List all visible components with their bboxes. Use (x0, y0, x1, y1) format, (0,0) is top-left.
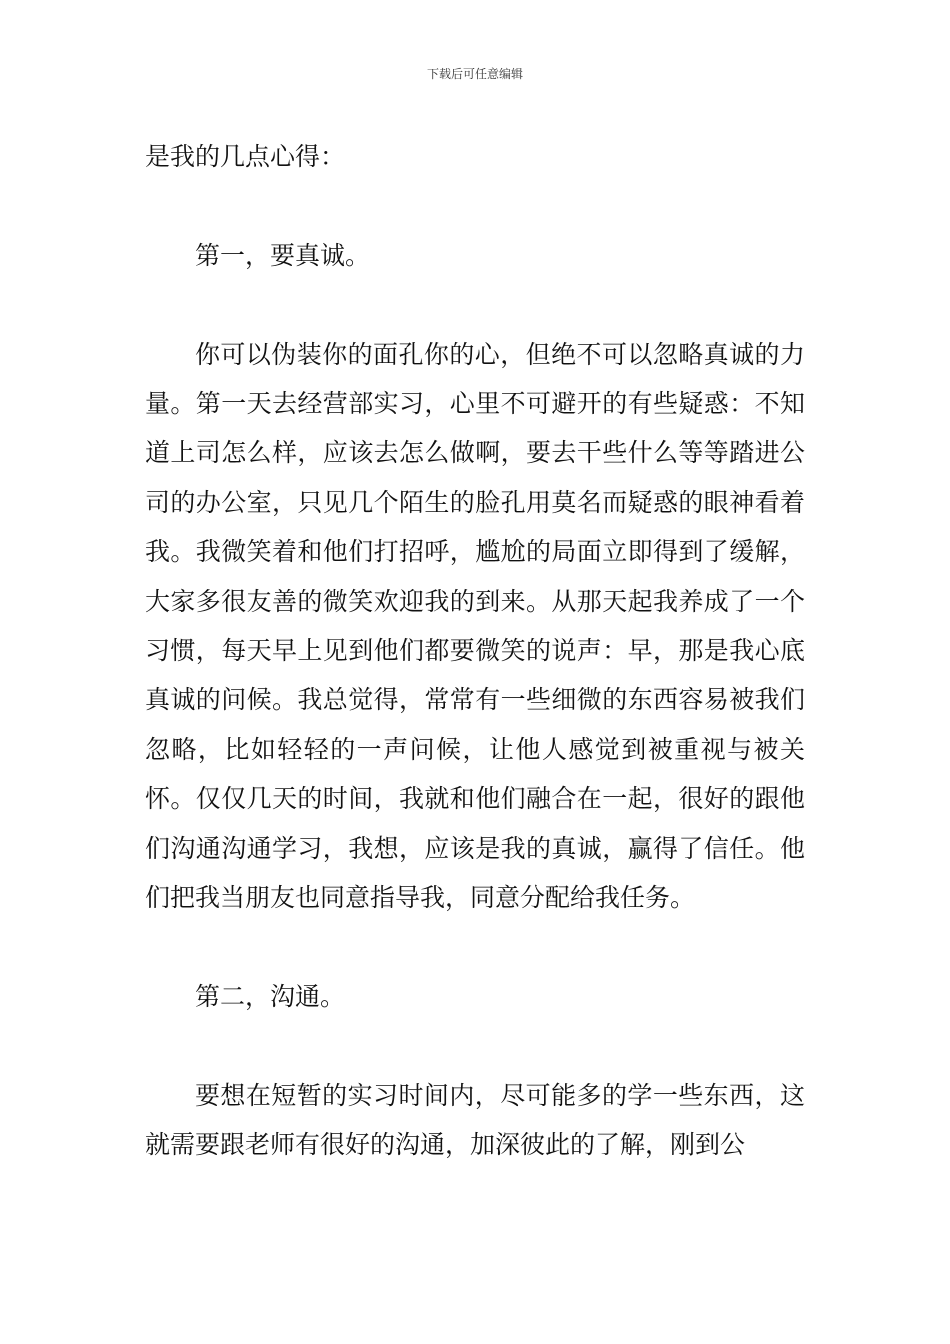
paragraph-gap (145, 181, 805, 230)
paragraph-sincerity: 你可以伪装你的面孔你的心，但绝不可以忽略真诚的力量。第一天去经营部实习，心里不可避开的有些疑惑：不知道上司怎么样，应该去怎么做啊，要去干些什么等等踏进公司的办公室，只见几个陌生的脸孔用莫名而疑惑的眼神看着我。我微笑着和他们打招呼，尴尬的局面立即得到了缓解，大家多很友善的微笑欢迎我的到来。从那天起我养成了一个习惯，每天早上见到他们都要微笑的说声：早，那是我心底真诚的问候。我总觉得，常常有一些细微的东西容易被我们忽略，比如轻轻的一声问候，让他人感觉到被重视与被关怀。仅仅几天的时间，我就和他们融合在一起，很好的跟他们沟通沟通学习，我想，应该是我的真诚，赢得了信任。他们把我当朋友也同意指导我，同意分配给我任务。 (145, 339, 805, 913)
document-body (145, 132, 805, 1169)
paragraph-gap (145, 280, 805, 329)
heading-second-point: 第二，沟通。 (195, 981, 346, 1011)
page-header-note: 下载后可任意编辑 (426, 67, 523, 81)
heading-first-point: 第一，要真诚。 (195, 240, 371, 270)
paragraph-communication: 要想在短暂的实习时间内，尽可能多的学一些东西，这就需要跟老师有很好的沟通，加深彼此的了解，刚到公 (145, 1080, 805, 1160)
paragraph-gap (145, 1021, 805, 1070)
paragraph-intro: 是我的几点心得： (145, 142, 346, 171)
paragraph-gap (145, 922, 805, 971)
